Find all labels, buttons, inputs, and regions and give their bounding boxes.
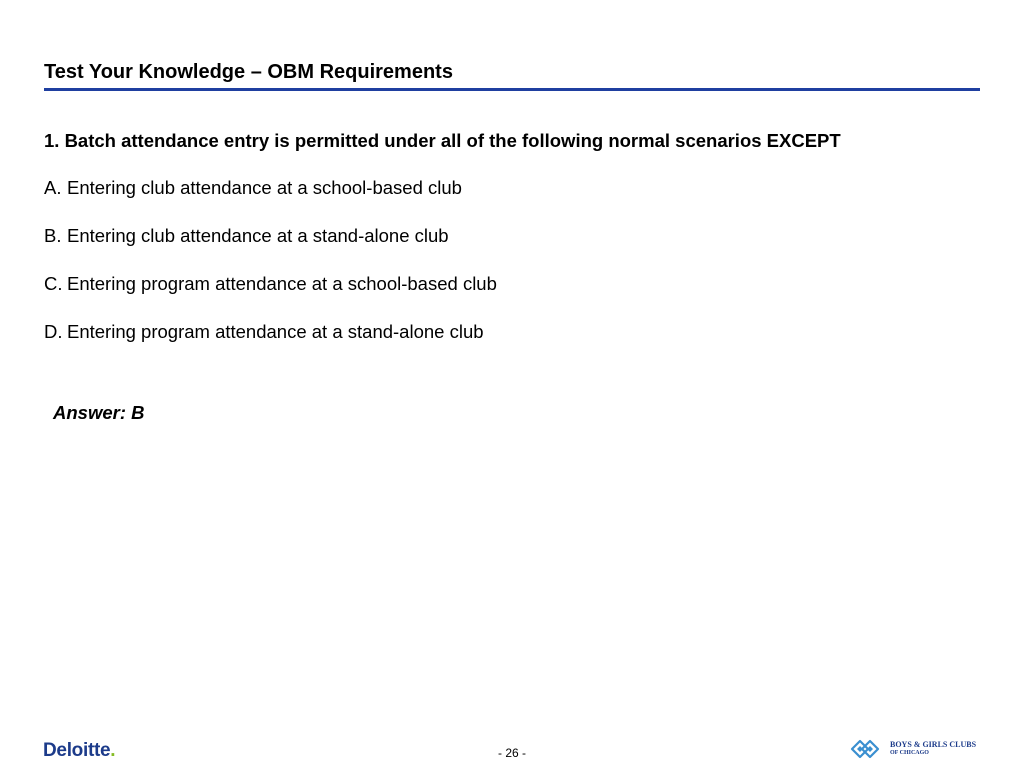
title-divider (44, 88, 980, 91)
option-text: Entering program attendance at a school-based club (67, 273, 497, 294)
deloitte-logo-dot: . (110, 740, 116, 761)
answer-text: Answer: B (53, 402, 145, 423)
deloitte-logo (43, 740, 115, 762)
partner-logo-line1: BOYS & GIRLS CLUBS (890, 740, 977, 749)
partner-mark-icon (848, 737, 882, 761)
option-letter: C. (44, 273, 63, 294)
option-text: Entering club attendance at a school-based club (67, 177, 462, 198)
option-d (44, 321, 497, 343)
partner-logo-text (890, 740, 976, 758)
partner-logo-line2: OF CHICAGO (890, 750, 929, 756)
deloitte-logo-text: Deloitte (43, 740, 111, 761)
question-text: 1. Batch attendance entry is permitted under all of the following normal scenarios EXCEPT (44, 130, 841, 151)
option-text: Entering program attendance at a stand-alone club (67, 321, 484, 342)
option-letter: D. (44, 321, 63, 342)
option-b (44, 225, 497, 247)
answer-options (44, 177, 497, 369)
boys-girls-clubs-logo (848, 736, 976, 762)
option-letter: B. (44, 225, 62, 246)
slide-title: Test Your Knowledge – OBM Requirements (44, 61, 453, 83)
page-number: - 26 - (497, 746, 526, 760)
option-c (44, 273, 497, 295)
option-a (44, 177, 497, 199)
option-letter: A. (44, 177, 62, 198)
option-text: Entering club attendance at a stand-alone club (67, 225, 449, 246)
